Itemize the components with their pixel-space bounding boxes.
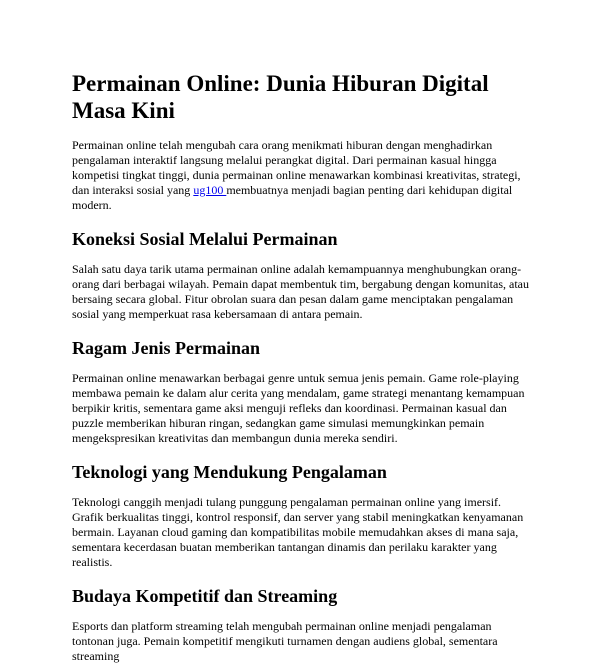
section-body-social: Salah satu daya tarik utama permainan online adalah kemampuannya menghubungkan orang-orang dari berbagai wilayah. Pemain dapat membentuk tim, bergabung dengan komunitas, atau bersaing secara global. Fitur obrolan suara dan pesan dalam game menciptakan pengalaman sosial yang memperkuat rasa kebersamaan di antara pemain. <box>72 262 529 321</box>
section-body-genres: Permainan online menawarkan berbagai genre untuk semua jenis pemain. Game role-playing membawa pemain ke dalam alur cerita yang mendalam, game strategi menantang kemampuan berpikir kritis, sementara game aksi menguji refleks dan koordinasi. Permainan kasual dan puzzle memberikan hiburan ringan, sedangkan game simulasi memungkinkan pemain mengekspresikan kreativitas dan membangun dunia mereka sendiri. <box>72 371 525 445</box>
intro-text-after-link: membuatnya menjadi bagian penting dari kehidupan digital modern. <box>72 183 513 212</box>
section-heading-social: Koneksi Sosial Melalui Permainan <box>72 229 338 249</box>
section-body-competitive: Esports dan platform streaming telah mengubah permainan online menjadi pengalaman tontonan juga. Pemain kompetitif mengikuti turnamen dengan audiens global, sementara streaming <box>72 619 498 663</box>
intro-paragraph <box>72 138 532 213</box>
article-title: Permainan Online: Dunia Hiburan Digital Masa Kini <box>72 71 489 123</box>
ug100-link[interactable]: ug100 <box>193 183 227 197</box>
section-heading-technology: Teknologi yang Mendukung Pengalaman <box>72 462 387 482</box>
section-body-technology: Teknologi canggih menjadi tulang punggung pengalaman permainan online yang imersif. Grafik berkualitas tinggi, kontrol responsif, dan server yang stabil meningkatkan kenyamanan bermain. Layanan cloud gaming dan kompatibilitas mobile memudahkan akses di mana saja, sementara kecerdasan buatan memberikan tantangan dinamis dan perilaku karakter yang realistis. <box>72 495 524 569</box>
section-heading-competitive: Budaya Kompetitif dan Streaming <box>72 586 338 606</box>
article <box>72 70 532 664</box>
intro-text-before-link: Permainan online telah mengubah cara orang menikmati hiburan dengan menghadirkan pengalaman interaktif langsung melalui perangkat digital. Dari permainan kasual hingga kompetisi tingkat tinggi, dunia permainan online menawarkan kombinasi kreativitas, strategi, dan interaksi sosial yang <box>72 138 521 197</box>
section-heading-genres: Ragam Jenis Permainan <box>72 338 260 358</box>
